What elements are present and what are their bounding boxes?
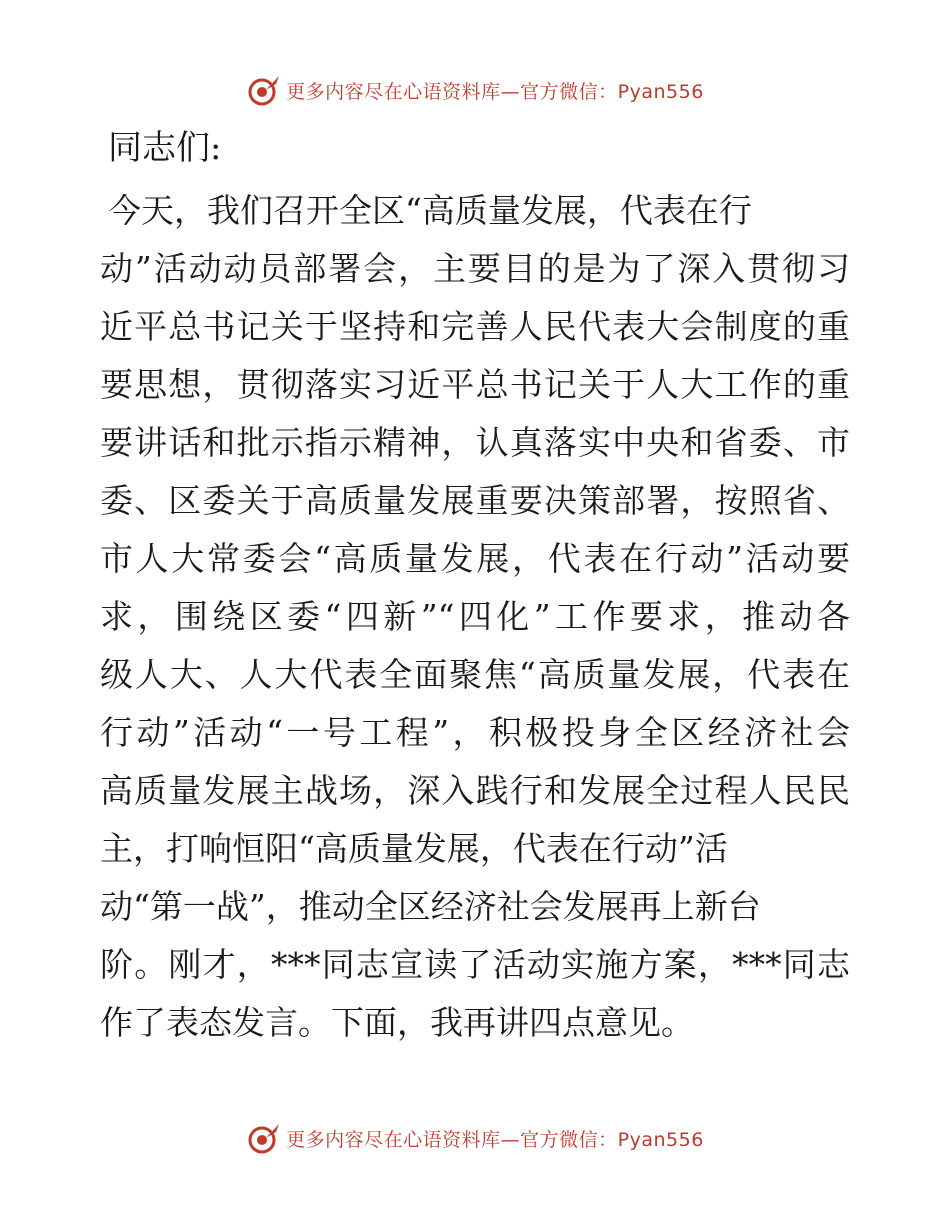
salutation: 同志们:: [108, 128, 222, 168]
paragraph-line: 高质量发展主战场，深入践行和发展全过程人民民: [100, 771, 850, 810]
paragraph-line: 作了表态发言。下面，我再讲四点意见。: [100, 1003, 694, 1042]
header-banner-text: 更多内容尽在心语资料库—官方微信：Pyan556: [286, 80, 704, 103]
paragraph-line: 今天，我们召开全区“高质量发展，代表在行: [108, 191, 752, 230]
body-paragraph: [100, 182, 850, 1052]
paragraph-line: 行动”活动“一号工程”，积极投身全区经济社会: [100, 713, 850, 752]
paragraph-line: 委、区委关于高质量发展重要决策部署，按照省、: [100, 481, 850, 520]
paragraph-line: 阶。刚才，***同志宣读了活动实施方案，***同志: [100, 945, 850, 984]
paragraph-line: 动“第一战”，推动全区经济社会发展再上新台: [100, 887, 761, 926]
paragraph-line: 市人大常委会“高质量发展，代表在行动”活动要: [100, 539, 850, 578]
quill-logo-icon: [246, 1120, 282, 1156]
header-watermark-banner: [0, 70, 950, 110]
paragraph-line: 求，围绕区委“四新”“四化”工作要求，推动各: [100, 597, 850, 636]
paragraph-line: 近平总书记关于坚持和完善人民代表大会制度的重: [100, 307, 850, 346]
paragraph-line: 动”活动动员部署会，主要目的是为了深入贯彻习: [100, 249, 850, 288]
footer-banner-text: 更多内容尽在心语资料库—官方微信：Pyan556: [286, 1128, 704, 1151]
paragraph-line: 要讲话和批示指示精神，认真落实中央和省委、市: [100, 423, 850, 462]
quill-logo-icon: [246, 72, 282, 108]
footer-watermark-banner: [0, 1118, 950, 1158]
paragraph-line: 要思想，贯彻落实习近平总书记关于人大工作的重: [100, 365, 850, 404]
paragraph-line: 主，打响恒阳“高质量发展，代表在行动”活: [100, 829, 728, 868]
paragraph-line: 级人大、人大代表全面聚焦“高质量发展，代表在: [100, 655, 850, 694]
